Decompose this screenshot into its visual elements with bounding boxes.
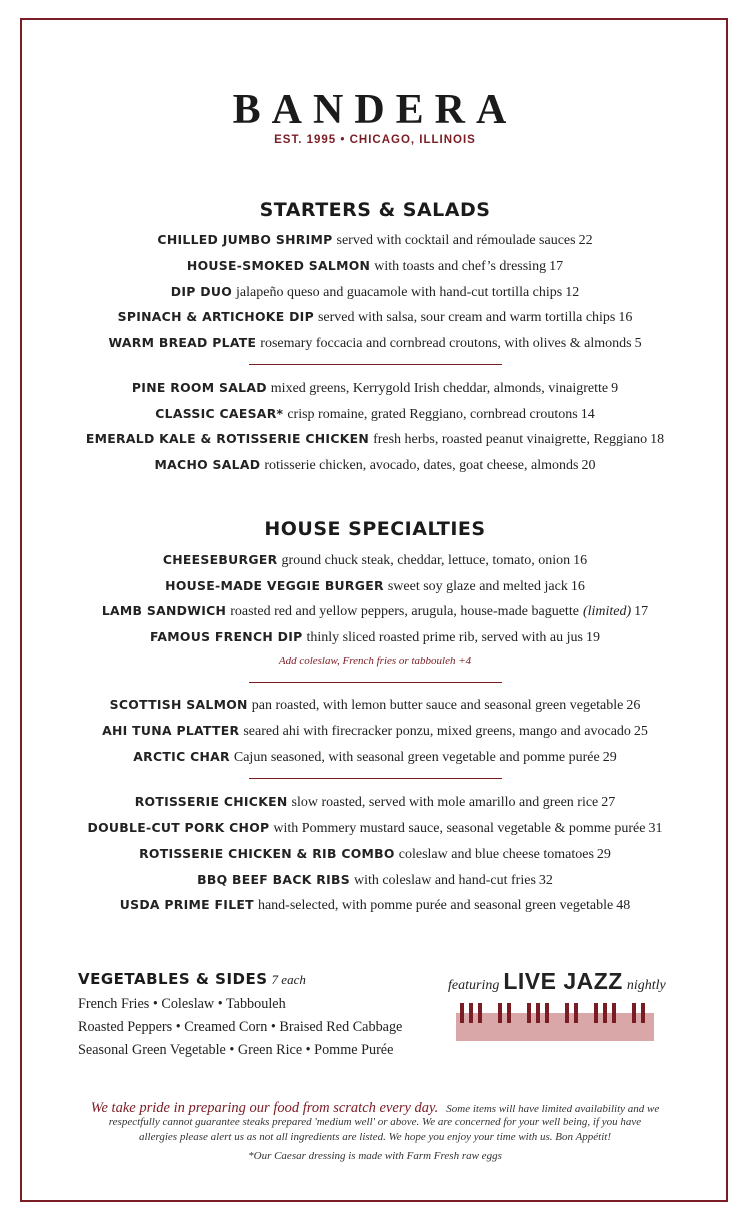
caesar-note: *Our Caesar dressing is made with Farm Fresh raw eggs: [248, 1150, 502, 1162]
menu-item: [0, 380, 750, 397]
item-name: MACHO SALAD: [154, 457, 261, 472]
item-price: 29: [602, 750, 617, 765]
menu-item: [0, 335, 750, 352]
footer-note-2: respectfully cannot guarantee steaks prepared 'medium well' or above. We are concerned for your well being, if you have: [108, 1116, 642, 1128]
item-desc: hand-selected, with pomme purée and seasonal green vegetable: [257, 898, 614, 913]
item-desc: slow roasted, served with mole amarillo and green rice: [291, 795, 599, 810]
item-price: 25: [633, 724, 648, 739]
item-desc: jalapeño queso and guacamole with hand-cut tortilla chips: [236, 285, 563, 300]
item-price: 16: [618, 310, 633, 325]
menu-item: [0, 629, 750, 646]
menu-item: [0, 578, 750, 595]
piano-keys-graphic: [456, 1003, 654, 1043]
item-name: PINE ROOM SALAD: [131, 380, 267, 395]
item-price: 17: [634, 604, 649, 619]
item-price: 16: [570, 579, 585, 594]
menu-item: [0, 431, 750, 448]
menu-item: [0, 406, 750, 423]
item-price: 19: [585, 630, 600, 645]
section-divider: [249, 682, 502, 683]
section-divider: [249, 778, 502, 779]
item-name: DIP DUO: [170, 284, 233, 299]
item-price: 5: [634, 336, 642, 351]
footer-note-1: Some items will have limited availability and we: [446, 1103, 660, 1115]
item-name: BBQ BEEF BACK RIBS: [197, 872, 350, 887]
brand-title: BANDERA: [232, 87, 518, 133]
live-jazz-banner: [448, 968, 678, 995]
jazz-nightly: nightly: [626, 978, 666, 993]
item-price: 27: [601, 795, 616, 810]
item-price: 31: [648, 821, 663, 836]
footer-pride: We take pride in preparing our food from scratch every day.: [90, 1100, 439, 1116]
item-desc: rosemary foccacia and cornbread croutons, with olives & almonds: [260, 336, 632, 351]
item-name: DOUBLE-CUT PORK CHOP: [87, 820, 270, 835]
item-desc: pan roasted, with lemon butter sauce and seasonal green vegetable: [251, 698, 624, 713]
item-name: ROTISSERIE CHICKEN: [134, 794, 288, 809]
item-note: (limited): [582, 604, 632, 619]
item-desc: with coleslaw and hand-cut fries: [353, 873, 536, 888]
item-name: CLASSIC CAESAR*: [155, 406, 284, 421]
item-name: EMERALD KALE & ROTISSERIE CHICKEN: [85, 431, 370, 446]
jazz-headline: LIVE JAZZ: [503, 968, 623, 994]
menu-item: [0, 749, 750, 766]
item-price: 12: [565, 285, 580, 300]
item-name: ROTISSERIE CHICKEN & RIB COMBO: [139, 846, 395, 861]
menu-item: [0, 457, 750, 474]
menu-item: [0, 232, 750, 249]
sides-title-text: VEGETABLES & SIDES: [78, 970, 268, 988]
item-price: 18: [650, 432, 665, 447]
menu-item: [0, 603, 750, 620]
item-desc: seared ahi with firecracker ponzu, mixed greens, mango and avocado: [243, 724, 631, 739]
sides-line: French Fries • Coleslaw • Tabbouleh: [78, 996, 286, 1012]
menu-item: [0, 820, 750, 837]
item-price: 22: [578, 233, 593, 248]
item-name: LAMB SANDWICH: [101, 603, 227, 618]
footer-line-1: [0, 1099, 750, 1117]
piano-base: [456, 1013, 654, 1041]
item-name: HOUSE-MADE VEGGIE BURGER: [165, 578, 384, 593]
sides-title: [78, 970, 306, 988]
section-divider: [249, 364, 502, 365]
section-title-starters: STARTERS & SALADS: [259, 199, 491, 221]
item-desc: rotisserie chicken, avocado, dates, goat cheese, almonds: [264, 458, 579, 473]
item-name: CHEESEBURGER: [162, 552, 278, 567]
jazz-featuring: featuring: [448, 978, 500, 993]
item-price: 17: [549, 259, 564, 274]
item-desc: thinly sliced roasted prime rib, served with au jus: [306, 630, 583, 645]
item-desc: fresh herbs, roasted peanut vinaigrette, Reggiano: [373, 432, 648, 447]
item-desc: coleslaw and blue cheese tomatoes: [398, 847, 594, 862]
item-name: FAMOUS FRENCH DIP: [150, 629, 303, 644]
item-price: 14: [580, 407, 595, 422]
item-desc: served with salsa, sour cream and warm tortilla chips: [317, 310, 616, 325]
item-name: ARCTIC CHAR: [133, 749, 230, 764]
established-line: EST. 1995 • CHICAGO, ILLINOIS: [274, 134, 476, 146]
item-desc: mixed greens, Kerrygold Irish cheddar, almonds, vinaigrette: [270, 381, 609, 396]
item-name: WARM BREAD PLATE: [108, 335, 257, 350]
menu-item: [0, 309, 750, 326]
item-desc: with Pommery mustard sauce, seasonal vegetable & pomme purée: [273, 821, 646, 836]
item-name: SCOTTISH SALMON: [109, 697, 248, 712]
menu-item: [0, 794, 750, 811]
item-desc: sweet soy glaze and melted jack: [387, 579, 568, 594]
item-desc: served with cocktail and rémoulade sauces: [336, 233, 576, 248]
item-price: 16: [573, 553, 588, 568]
item-price: 32: [538, 873, 553, 888]
menu-item: [0, 897, 750, 914]
menu-item: [0, 723, 750, 740]
menu-item: [0, 552, 750, 569]
item-price: 29: [596, 847, 611, 862]
sides-price-note: 7 each: [271, 972, 306, 987]
section-title-specialties: HOUSE SPECIALTIES: [264, 518, 486, 540]
item-price: 48: [616, 898, 631, 913]
item-desc: Cajun seasoned, with seasonal green vegetable and pomme purée: [233, 750, 600, 765]
item-name: USDA PRIME FILET: [119, 897, 254, 912]
menu-item: [0, 846, 750, 863]
item-desc: with toasts and chef’s dressing: [374, 259, 547, 274]
addon-note: Add coleslaw, French fries or tabbouleh +4: [278, 655, 472, 667]
item-name: CHILLED JUMBO SHRIMP: [157, 232, 333, 247]
menu-item: [0, 872, 750, 889]
item-name: AHI TUNA PLATTER: [102, 723, 240, 738]
footer-note-3: allergies please alert us as not all ingredients are listed. We hope you enjoy your time with us. Bon Appétit!: [138, 1131, 612, 1143]
item-name: SPINACH & ARTICHOKE DIP: [117, 309, 314, 324]
sides-line: Seasonal Green Vegetable • Green Rice • Pomme Purée: [78, 1042, 394, 1058]
menu-item: [0, 697, 750, 714]
menu-item: [0, 284, 750, 301]
item-price: 20: [581, 458, 596, 473]
item-desc: crisp romaine, grated Reggiano, cornbread croutons: [287, 407, 578, 422]
item-price: 26: [626, 698, 641, 713]
menu-item: [0, 258, 750, 275]
item-desc: ground chuck steak, cheddar, lettuce, tomato, onion: [281, 553, 571, 568]
item-desc: roasted red and yellow peppers, arugula, house-made baguette: [230, 604, 579, 619]
item-name: HOUSE-SMOKED SALMON: [186, 258, 371, 273]
sides-line: Roasted Peppers • Creamed Corn • Braised Red Cabbage: [78, 1019, 403, 1035]
item-price: 9: [611, 381, 619, 396]
